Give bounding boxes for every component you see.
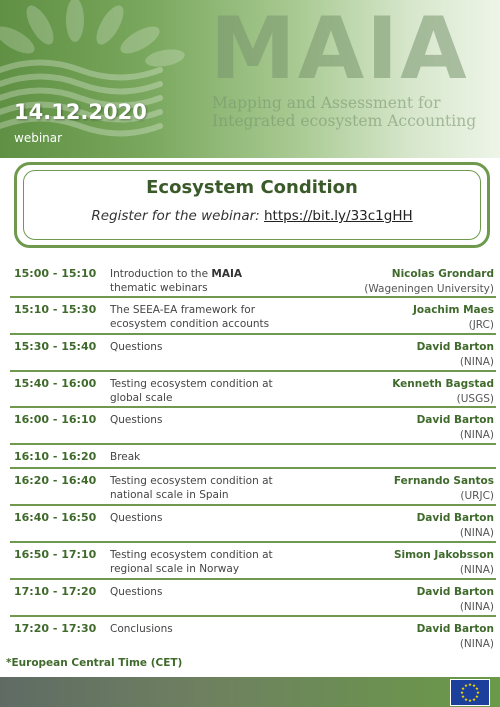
speaker-affiliation: (NINA)	[459, 638, 494, 650]
eu-star: ★	[467, 699, 473, 704]
agenda-topic-text: The SEEA-EA framework for ecosystem condition accounts	[110, 304, 270, 330]
speaker-affiliation: (NINA)	[459, 429, 494, 441]
speaker-affiliation: (NINA)	[459, 564, 494, 576]
footer-bar	[0, 677, 500, 707]
speaker-name: Kenneth Bagstad	[392, 378, 494, 390]
agenda-speaker	[417, 511, 494, 541]
eu-stars	[451, 680, 489, 705]
agenda-speaker	[394, 474, 494, 504]
agenda-topic	[110, 511, 290, 525]
agenda-row	[10, 506, 496, 543]
brand-subtitle-line-2: Integrated ecosystem Accounting	[212, 112, 477, 130]
agenda-topic-text: Questions	[110, 586, 163, 598]
speaker-name: David Barton	[416, 623, 494, 635]
agenda-time: 16:50 - 17:10	[14, 548, 97, 561]
event-type: webinar	[14, 131, 63, 145]
speaker-name: Fernando Santos	[393, 475, 494, 487]
agenda-topic-text: Questions	[110, 341, 163, 353]
eu-star: ★	[474, 687, 479, 692]
agenda-time: 15:30 - 15:40	[14, 340, 97, 353]
register-line	[17, 208, 487, 224]
agenda-speaker	[364, 267, 494, 297]
agenda-time: 16:10 - 16:20	[14, 450, 97, 463]
eu-star: ★	[461, 695, 466, 700]
agenda-topic	[110, 377, 290, 405]
page-title: Ecosystem Condition	[146, 177, 358, 198]
agenda-topic-text: Conclusions	[110, 623, 173, 635]
agenda-row	[10, 408, 496, 445]
speaker-affiliation: (NINA)	[459, 356, 494, 368]
agenda-speaker	[417, 340, 494, 370]
agenda-topic	[110, 450, 290, 464]
speaker-name: David Barton	[416, 512, 494, 524]
agenda-speaker	[413, 303, 494, 333]
header-banner	[0, 0, 500, 158]
agenda-topic	[110, 585, 290, 599]
title-box	[14, 162, 490, 248]
agenda-speaker	[392, 377, 494, 407]
agenda-topic	[110, 303, 290, 331]
register-text: Register for the webinar:	[91, 208, 260, 224]
agenda-topic-text: Testing ecosystem condition at national scale in Spain	[110, 475, 273, 501]
agenda-row	[10, 335, 496, 372]
agenda-speaker	[417, 585, 494, 615]
agenda-time: 16:20 - 16:40	[14, 474, 97, 487]
agenda-speaker	[417, 622, 494, 652]
agenda-time: 16:40 - 16:50	[14, 511, 97, 524]
eu-star: ★	[471, 697, 477, 703]
speaker-affiliation: (NINA)	[459, 601, 494, 613]
brand-subtitle-line-1: Mapping and Assessment for	[212, 94, 441, 112]
agenda-time: 17:10 - 17:20	[14, 585, 97, 598]
event-date: 14.12.2020	[14, 100, 147, 124]
brand-subtitle	[212, 94, 500, 130]
agenda-row	[10, 298, 496, 335]
timezone-footnote: *European Central Time (CET)	[6, 657, 183, 669]
agenda-topic	[110, 340, 290, 354]
agenda-topic	[110, 548, 290, 576]
eu-star: ★	[463, 684, 469, 690]
speaker-name: Simon Jakobsson	[393, 549, 494, 561]
agenda-row	[10, 543, 496, 580]
eu-star: ★	[461, 687, 466, 692]
agenda-topic	[110, 622, 290, 636]
agenda-topic-text: Questions	[110, 414, 163, 426]
agenda-topic-text: Testing ecosystem condition at regional scale in Norway	[110, 549, 273, 575]
agenda-topic-bold: MAIA	[211, 268, 242, 280]
agenda-topic-text: Break	[110, 451, 141, 463]
agenda-topic-text-post: thematic webinars	[110, 282, 208, 294]
agenda-row	[10, 469, 496, 506]
speaker-name: David Barton	[416, 586, 494, 598]
speaker-name: Joachim Maes	[412, 304, 494, 316]
speaker-affiliation: (JRC)	[468, 319, 494, 331]
register-link[interactable]: https://bit.ly/33c1gHH	[264, 208, 413, 224]
speaker-affiliation: (Wageningen University)	[364, 283, 494, 295]
brand-wordmark: MAIA	[210, 0, 469, 99]
speaker-affiliation: (NINA)	[459, 527, 494, 539]
eu-flag-icon	[450, 679, 490, 706]
agenda-time: 15:00 - 15:10	[14, 267, 97, 280]
agenda-topic-text: Testing ecosystem condition at global scale	[110, 378, 273, 404]
agenda-topic	[110, 413, 290, 427]
agenda-topic	[110, 474, 290, 502]
agenda-topic	[110, 267, 290, 295]
agenda-time: 15:40 - 16:00	[14, 377, 97, 390]
speaker-name: David Barton	[416, 414, 494, 426]
agenda-speaker	[417, 413, 494, 443]
speaker-name: Nicolas Grondard	[391, 268, 494, 280]
eu-star: ★	[467, 683, 473, 688]
agenda-time: 17:20 - 17:30	[14, 622, 97, 635]
agenda-row	[10, 617, 496, 654]
speaker-affiliation: (USGS)	[456, 393, 494, 405]
speaker-affiliation: (URJC)	[460, 490, 494, 502]
agenda-topic-text: Introduction to the	[110, 268, 212, 280]
agenda-row	[10, 580, 496, 617]
agenda-row	[10, 445, 496, 469]
eu-star: ★	[459, 691, 465, 696]
eu-star: ★	[474, 695, 479, 700]
agenda-time: 15:10 - 15:30	[14, 303, 97, 316]
eu-star: ★	[475, 691, 481, 696]
eu-star: ★	[463, 697, 469, 703]
agenda-row	[10, 262, 496, 298]
agenda-speaker	[394, 548, 494, 578]
agenda-time: 16:00 - 16:10	[14, 413, 97, 426]
agenda-row	[10, 372, 496, 408]
eu-star: ★	[471, 684, 477, 690]
agenda-topic-text: Questions	[110, 512, 163, 524]
agenda-table	[10, 262, 496, 654]
speaker-name: David Barton	[416, 341, 494, 353]
